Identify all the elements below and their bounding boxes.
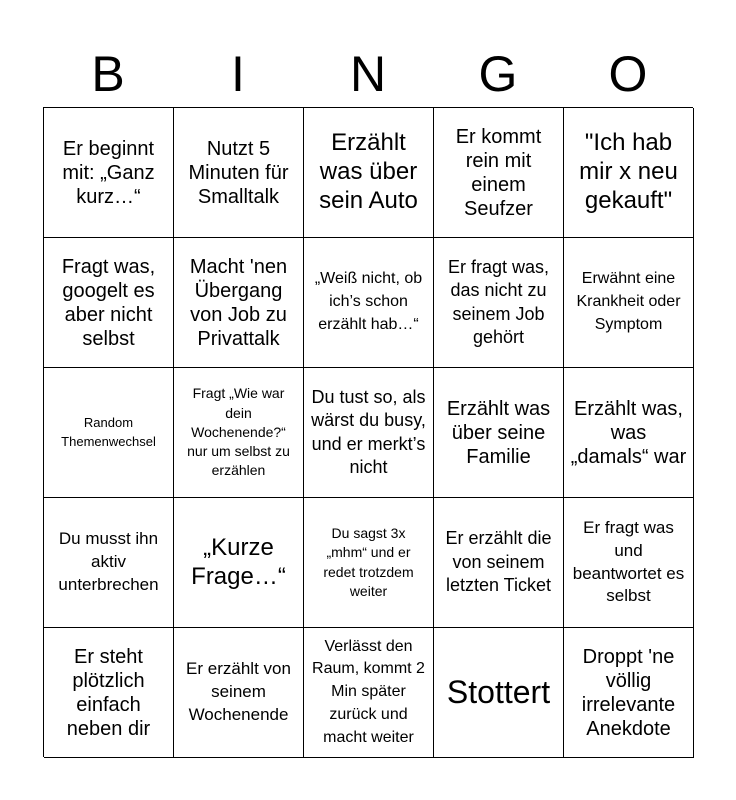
bingo-cell-text: Stottert xyxy=(446,674,551,711)
bingo-cell-text: Verlässt den Raum, kommt 2 Min später zurück und macht weiter xyxy=(312,637,425,746)
bingo-cell[interactable] xyxy=(44,368,174,498)
bingo-cell[interactable] xyxy=(564,238,694,368)
bingo-cell[interactable] xyxy=(434,628,564,758)
bingo-cell-text: Du tust so, als wärst du busy, und er merkt’s nicht xyxy=(311,386,426,477)
bingo-cell-text: Nutzt 5 Minuten für Smalltalk xyxy=(188,137,289,208)
bingo-cell-text: „Kurze Frage…“ xyxy=(191,533,286,590)
bingo-cell-text: Er erzählt von seinem Wochenende xyxy=(186,659,291,724)
bingo-cell[interactable] xyxy=(304,108,434,238)
bingo-cell[interactable] xyxy=(434,368,564,498)
bingo-cell[interactable] xyxy=(44,498,174,628)
bingo-cell-text: Er fragt was und beantwortet es selbst xyxy=(572,517,685,606)
bingo-cell-text: Macht 'nen Übergang von Job zu Privattalk xyxy=(189,255,288,350)
bingo-cell-text: Erzählt was über sein Auto xyxy=(319,129,418,214)
bingo-cell[interactable] xyxy=(174,238,304,368)
bingo-cell-text: Er steht plötzlich einfach neben dir xyxy=(66,645,151,740)
header-letter-g: G xyxy=(478,46,518,102)
bingo-cell-text: Random Themenwechsel xyxy=(61,414,156,449)
header-letter-n: N xyxy=(349,46,387,102)
bingo-cell[interactable] xyxy=(434,498,564,628)
bingo-cell-text: Fragt „Wie war dein Wochenende?“ nur um selbst zu erzählen xyxy=(187,385,290,479)
bingo-cell-text: Fragt was, googelt es aber nicht selbst xyxy=(61,255,156,350)
bingo-cell[interactable] xyxy=(564,498,694,628)
header-letter-i: I xyxy=(231,46,245,102)
bingo-cell-text: Du musst ihn aktiv unterbrechen xyxy=(58,529,159,594)
bingo-cell[interactable] xyxy=(564,108,694,238)
bingo-cell[interactable] xyxy=(174,628,304,758)
bingo-cell-text: Er fragt was, das nicht zu seinem Job gehört xyxy=(447,256,550,347)
bingo-cell[interactable] xyxy=(304,238,434,368)
bingo-cell-text: „Weiß nicht, ob ich’s schon erzählt hab…“ xyxy=(314,270,423,333)
bingo-cell[interactable] xyxy=(174,498,304,628)
bingo-cell-text: Er erzählt die von seinem letzten Ticket xyxy=(445,528,552,596)
header-letter-o: O xyxy=(608,46,648,102)
bingo-header xyxy=(43,40,693,108)
bingo-cell-text: Er beginnt mit: „Ganz kurz…“ xyxy=(62,137,155,208)
header-letter-b: B xyxy=(91,46,125,102)
bingo-cell[interactable] xyxy=(44,238,174,368)
bingo-cell-text: Du sagst 3x „mhm“ und er redet trotzdem weiter xyxy=(323,524,414,599)
bingo-cell-text: Droppt 'ne völlig irrelevante Anekdote xyxy=(581,645,676,740)
bingo-cell[interactable] xyxy=(304,628,434,758)
bingo-cell[interactable] xyxy=(174,368,304,498)
bingo-cell[interactable] xyxy=(564,628,694,758)
bingo-cell-text: Er kommt rein mit einem Seufzer xyxy=(455,125,542,220)
bingo-cell[interactable] xyxy=(44,108,174,238)
bingo-cell-text: Erzählt was, was „damals“ war xyxy=(570,397,687,468)
bingo-cell[interactable] xyxy=(174,108,304,238)
bingo-cell[interactable] xyxy=(434,108,564,238)
bingo-cell[interactable] xyxy=(564,368,694,498)
bingo-grid xyxy=(43,107,693,757)
bingo-cell[interactable] xyxy=(434,238,564,368)
bingo-cell-text: "Ich hab mir x neu gekauft" xyxy=(579,129,678,214)
bingo-cell[interactable] xyxy=(304,368,434,498)
bingo-cell-text: Erwähnt eine Krankheit oder Symptom xyxy=(576,270,681,333)
bingo-cell[interactable] xyxy=(304,498,434,628)
bingo-cell-text: Erzählt was über seine Familie xyxy=(446,397,551,468)
bingo-cell[interactable] xyxy=(44,628,174,758)
